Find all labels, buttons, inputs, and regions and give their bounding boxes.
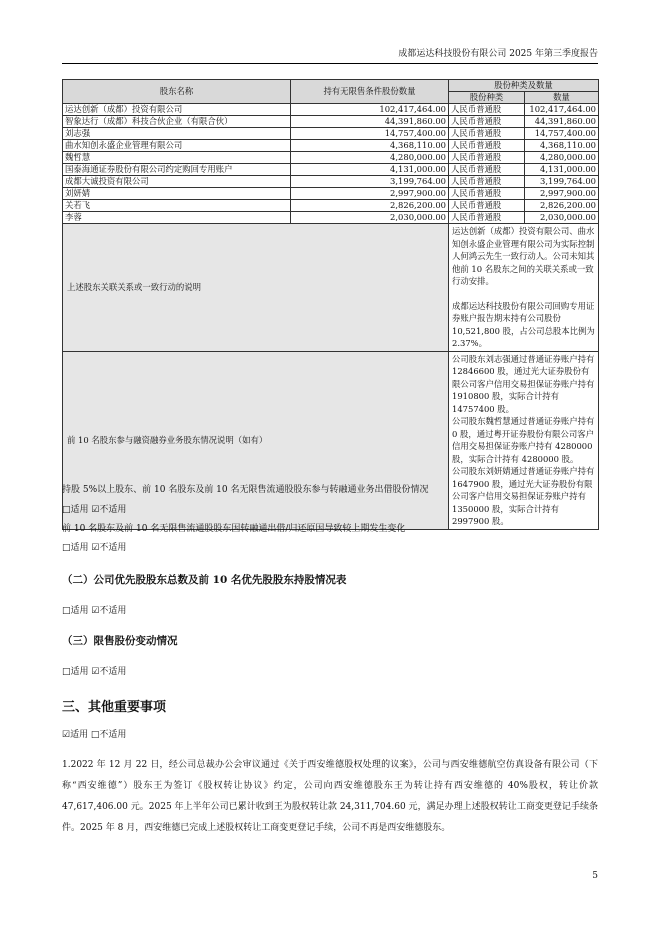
related-parties-label: 上述股东关联关系或一致行动的说明 <box>63 224 449 352</box>
holder-name: 曲水知创永盛企业管理有限公司 <box>63 140 291 152</box>
lending-change-line: 前 10 名股东及前 10 名无限售流通股股东因转融通出借/归还原因导致较上期发生变化 <box>62 524 406 534</box>
holder-name: 魏哲慧 <box>63 152 291 164</box>
holder-name: 智象达行（成都）科技合伙企业（有限合伙） <box>63 116 291 128</box>
shareholders-table <box>62 79 599 530</box>
related-parties-row <box>63 224 599 352</box>
table-row <box>63 176 599 188</box>
table-row <box>63 164 599 176</box>
col-header-qty: 持有无限售条件股份数量 <box>291 80 449 104</box>
spacer <box>452 288 595 300</box>
holder-qty: 4,368,110.00 <box>291 140 449 152</box>
applicability-option-5: ☑适用 □不适用 <box>62 730 127 740</box>
holder-count: 3,199,764.00 <box>525 176 599 188</box>
applicability-option-4: □适用 ☑不适用 <box>62 667 127 677</box>
holder-name: 关若飞 <box>63 200 291 212</box>
preferred-shares-heading: （二）公司优先股股东总数及前 10 名优先股股东持股情况表 <box>62 574 347 586</box>
holder-count: 4,280,000.00 <box>525 152 599 164</box>
margin-trading-text-1: 公司股东刘志强通过普通证券账户持有 12846600 股，通过光大证券股份有限公司客户信用交易担保证券账户持有 1910800 股，实际合计持有 14757400 股。 <box>452 353 595 414</box>
holder-qty: 14,757,400.00 <box>291 128 449 140</box>
holder-qty: 4,131,000.00 <box>291 164 449 176</box>
holder-count: 2,826,200.00 <box>525 200 599 212</box>
holder-qty: 2,030,000.00 <box>291 212 449 224</box>
holder-count: 4,131,000.00 <box>525 164 599 176</box>
related-parties-text-1: 运达创新（成都）投资有限公司、曲水知创永盛企业管理有限公司为实际控制人何鸿云先生一致行动人。公司未知其他前 10 名股东之间的关联关系或一致行动安排。 <box>452 226 595 286</box>
applicability-option-1: □适用 ☑不适用 <box>62 505 127 515</box>
matter-paragraph-1: 1.2022 年 12 月 22 日，经公司总裁办公会审议通过《关于西安维德股权处理的议案》，公司与西安维德航空仿真设备有限公司（下称“西安维德”）股东王为签订《股权转让协议》约定，公司向西安维德股东王为转让持有西安维德的 40%股权，转让价款 47,617,406.00 元。2025 年上半年公司已累计收到王为股权转让款 24,311,704.60 元，满足办理上述股权转让工商变更登记手续条件。2025 年 8 月，西安维德已完成上述股权转让工商变更登记手续，公司不再是西安维德股东。 <box>62 760 598 833</box>
holder-qty: 2,826,200.00 <box>291 200 449 212</box>
table-row <box>63 188 599 200</box>
holder-type: 人民币普通股 <box>449 212 525 224</box>
margin-trading-text-3: 公司股东刘妍婧通过普通证券账户持有 1647900 股，通过光大证券股份有限公司客户信用交易担保证券账户持有 1350000 股，实际合计持有 2997900 股。 <box>452 466 595 526</box>
holder-type: 人民币普通股 <box>449 140 525 152</box>
holder-type: 人民币普通股 <box>449 152 525 164</box>
holder-type: 人民币普通股 <box>449 128 525 140</box>
table-row <box>63 116 599 128</box>
lending-info-line: 持股 5%以上股东、前 10 名股东及前 10 名无限售流通股股东参与转融通业务出借股份情况 <box>62 485 429 495</box>
holder-type: 人民币普通股 <box>449 200 525 212</box>
table-row <box>63 128 599 140</box>
other-matters-heading: 三、其他重要事项 <box>62 700 167 715</box>
holder-qty: 2,997,900.00 <box>291 188 449 200</box>
table-row <box>63 212 599 224</box>
applicability-option-3: □适用 ☑不适用 <box>62 606 127 616</box>
table-row <box>63 152 599 164</box>
holder-type: 人民币普通股 <box>449 104 525 116</box>
holder-count: 4,368,110.00 <box>525 140 599 152</box>
holder-type: 人民币普通股 <box>449 188 525 200</box>
col-header-class: 股份种类及数量 <box>449 80 599 92</box>
table-row <box>63 104 599 116</box>
holder-count: 102,417,464.00 <box>525 104 599 116</box>
holder-type: 人民币普通股 <box>449 176 525 188</box>
applicability-option-2: □适用 ☑不适用 <box>62 543 127 553</box>
col-header-type: 股份种类 <box>449 92 525 104</box>
table-row <box>63 140 599 152</box>
holder-qty: 102,417,464.00 <box>291 104 449 116</box>
holder-type: 人民币普通股 <box>449 116 525 128</box>
holder-qty: 44,391,860.00 <box>291 116 449 128</box>
holder-name: 国泰海通证券股份有限公司约定购回专用账户 <box>63 164 291 176</box>
margin-trading-label: 前 10 名股东参与融资融券业务股东情况说明（如有） <box>63 351 449 529</box>
margin-trading-row <box>63 351 599 529</box>
margin-trading-text-2: 公司股东魏哲慧通过普通证券账户持有 0 股，通过粤开证券股份有限公司客户信用交易担保证券账户持有 4280000 股，实际合计持有 4280000 股。 <box>452 416 595 464</box>
related-parties-desc <box>449 224 599 352</box>
col-header-name: 股东名称 <box>63 80 291 104</box>
holder-name: 刘志强 <box>63 128 291 140</box>
holder-name: 李蓉 <box>63 212 291 224</box>
holder-name: 运达创新（成都）投资有限公司 <box>63 104 291 116</box>
page-header: 成都运达科技股份有限公司 2025 年第三季度报告 <box>398 49 598 59</box>
holder-qty: 4,280,000.00 <box>291 152 449 164</box>
related-parties-text-2: 成都运达科技股份有限公司回购专用证券账户报告期末持有公司股份 10,521,800 股，占公司总股本比例为 2.37%。 <box>452 300 595 348</box>
table-row <box>63 200 599 212</box>
holder-count: 2,997,900.00 <box>525 188 599 200</box>
holder-type: 人民币普通股 <box>449 164 525 176</box>
page-number: 5 <box>592 871 598 881</box>
restricted-shares-heading: （三）限售股份变动情况 <box>62 635 178 647</box>
holder-qty: 3,199,764.00 <box>291 176 449 188</box>
margin-trading-desc <box>449 351 599 529</box>
col-header-count: 数量 <box>525 92 599 104</box>
holder-count: 2,030,000.00 <box>525 212 599 224</box>
holder-count: 14,757,400.00 <box>525 128 599 140</box>
holder-count: 44,391,860.00 <box>525 116 599 128</box>
holder-name: 刘妍婧 <box>63 188 291 200</box>
holder-name: 成都大诚投资有限公司 <box>63 176 291 188</box>
table-header-row <box>63 80 599 92</box>
header-divider <box>62 63 598 64</box>
